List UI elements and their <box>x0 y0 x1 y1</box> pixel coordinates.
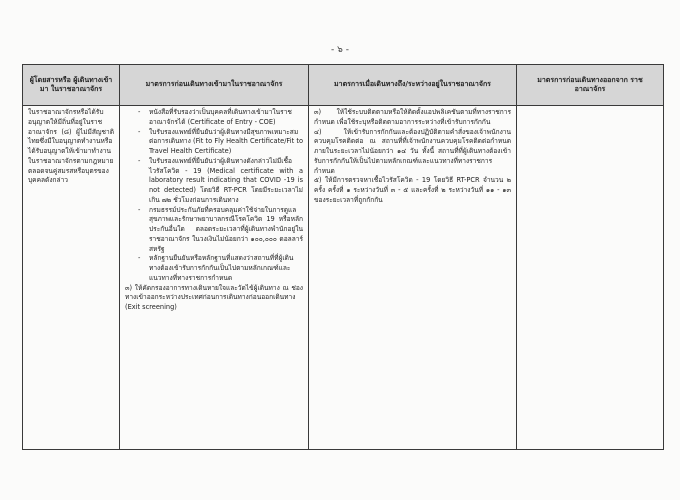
list-item: - หลักฐานยืนยันหรือหลักฐานที่แสดงว่าสถานที่ที่ผู้เดินทางต้องเข้ารับการกักกันเป็นไปตามหลักเกณฑ์และแนวทางที่ทางราชการกำหนด <box>149 254 303 283</box>
traveler-text: ในราชอาณาจักรหรือได้รับอนุญาตให้มีถิ่นที่อยู่ในราชอาณาจักร (๘) ผู้ไม่มีสัญชาติไทยซึ่งมีใบอนุญาตทำงานหรือได้รับอนุญาตให้เข้ามาทำงานในราชอาณาจักรตามกฎหมาย ตลอดจนคู่สมรสหรือบุตรของบุคคลดังกล่าว <box>28 108 114 185</box>
tracking-app-text: ๓) ให้ใช้ระบบติดตามหรือให้ติดตั้งแอปพลิเคชันตามที่ทางราชการกำหนด เพื่อใช้ระบุหรือติดตามอาการระหว่างที่เข้ารับการกักกัน <box>314 108 511 126</box>
quarantine-text: ๔) ให้เข้ารับการกักกันและต้องปฏิบัติตามคำสั่งของเจ้าพนักงานควบคุมโรคติดต่อ ณ สถานที่ที่เจ้าพนักงานควบคุมโรคติดต่อกำหนด ภายในระยะเวลาไม่น้อยกว่า ๑๔ วัน ทั้งนี้ สถานที่ที่ผู้เดินทางต้องเข้ารับการกักกันให้เป็นไปตามหลักเกณฑ์และแนวทางที่ทางราชการกำหนด <box>314 127 511 175</box>
table-header-row <box>23 65 664 106</box>
cell-before-departure <box>517 106 664 450</box>
header-before-departure: มาตรการก่อนเดินทางออกจาก ราชอาณาจักร <box>517 65 664 106</box>
document-requirements-list <box>125 108 303 284</box>
list-item: - ใบรับรองแพทย์ที่ยืนยันว่าผู้เดินทางดังกล่าวไม่มีเชื้อไวรัสโควิด - 19 (Medical certificate with a laboratory result indicating that COVID -19 is not detected) โดยวิธี RT-PCR โดยมีระยะเวลาไม่เกิน ๗๒ ชั่วโมงก่อนการเดินทาง <box>149 157 303 206</box>
list-item: - หนังสือที่รับรองว่าเป็นบุคคลที่เดินทางเข้ามาในราชอาณาจักรได้ (Certificate of Entry - COE) <box>149 108 303 128</box>
header-traveler: ผู้โดยสารหรือ ผู้เดินทางเข้ามา ในราชอาณาจักร <box>23 65 120 106</box>
rt-pcr-test-text: ๕) ให้มีการตรวจหาเชื้อไวรัสโควิด - 19 โดยวิธี RT-PCR จำนวน ๒ ครั้ง ครั้งที่ ๑ ระหว่างวันที่ ๓ - ๕ และครั้งที่ ๒ ระหว่างวันที่ ๑๑ - ๑๓ ของระยะเวลาที่ถูกกักกัน <box>314 176 511 204</box>
list-item: - ใบรับรองแพทย์ที่ยืนยันว่าผู้เดินทางมีสุขภาพเหมาะสมต่อการเดินทาง (Fit to Fly Health Certificate/Fit to Travel Health Certificate) <box>149 128 303 157</box>
header-before-entry: มาตรการก่อนเดินทางเข้ามาในราชอาณาจักร <box>120 65 309 106</box>
cell-before-entry <box>120 106 309 450</box>
page-number: - ๖ - <box>331 45 349 55</box>
measures-table <box>22 64 664 450</box>
cell-on-arrival <box>309 106 517 450</box>
table-row <box>23 106 664 450</box>
list-item: - กรมธรรม์ประกันภัยที่ครอบคลุมค่าใช้จ่ายในการดูแลสุขภาพและรักษาพยาบาลกรณีโรคโควิด 19 หรือหลักประกันอื่นใด ตลอดระยะเวลาที่ผู้เดินทางพำนักอยู่ในราชอาณาจักร ในวงเงินไม่น้อยกว่า ๑๐๐,๐๐๐ ดอลลาร์สหรัฐ <box>149 206 303 255</box>
exit-screening-text: ๓) ให้คัดกรองอาการทางเดินหายใจและวัดไข้ผู้เดินทาง ณ ช่องทางเข้าออกระหว่างประเทศก่อนการเดินทางก่อนออกเดินทาง (Exit screening) <box>125 283 303 311</box>
cell-traveler <box>23 106 120 450</box>
header-on-arrival: มาตรการเมื่อเดินทางถึง/ระหว่างอยู่ในราชอาณาจักร <box>309 65 517 106</box>
